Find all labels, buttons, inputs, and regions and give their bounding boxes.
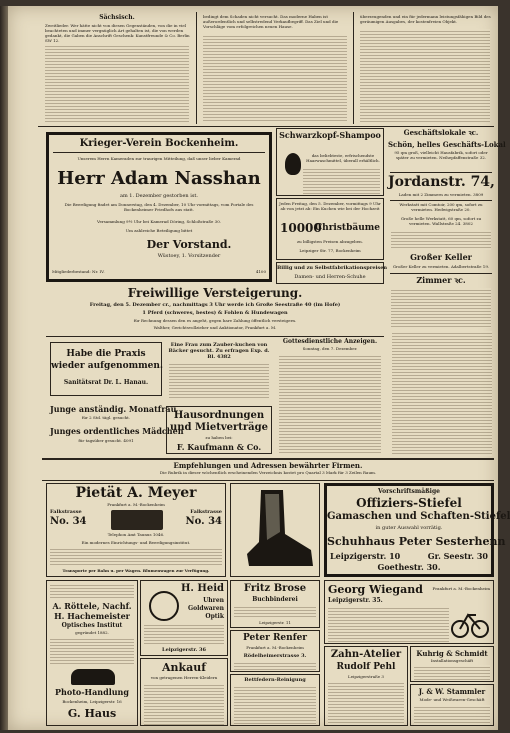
praxis-t3: Sanitätsrat Dr. L. Hanau. — [63, 379, 149, 386]
bettfedern-ad — [230, 674, 320, 726]
kuhrig-t1: Kuhrig & Schmidt — [416, 649, 488, 658]
gottesdienst-date: Sonntag, den 7. Dezember. — [302, 346, 358, 351]
hausordnung-t1: Hausordnungen — [173, 410, 265, 421]
empfehlungen-banner — [42, 461, 494, 479]
top-mid-text: bedingt dem Schaden nicht versucht. Das moderne Haben ist außerordentlich und selbstredend Verkaufbegriff. Das Ziel und die Vorschläge vom erfolgreichen neuen Hause. — [203, 14, 339, 29]
renfer-t3: Rödelheimerstrasse 3. — [243, 653, 307, 659]
gottesdienst-lines — [279, 354, 381, 454]
geschaeft-lines — [391, 230, 491, 250]
shoe-ad — [230, 483, 320, 577]
pietat-sub: Frankfurt a. M.-Bockenheim — [107, 502, 165, 507]
krieger-body2: Versammlung 9½ Uhr bei Kamerad Döring, Schloßstraße 30. — [96, 219, 222, 224]
stammler-ad — [410, 684, 494, 726]
ankauf-t1: Ankauf — [161, 661, 206, 674]
geschaeft-keller-title: Großer Keller — [410, 252, 472, 262]
banner-sub: Die Rubrik in dieser wöchentlich erscheinenden Verzeichnis kostet pro Quartal 3 Mark für 3 Zeilen Raum. — [159, 470, 377, 475]
geschaeft-title: Geschäftslokale ꝛc. — [403, 128, 479, 137]
divider — [38, 126, 494, 127]
ankauf-lines — [144, 683, 224, 725]
divider — [390, 273, 492, 274]
offiziers-l1: Vorschriftsmäßige — [378, 488, 440, 495]
goldmarkt-ad — [276, 262, 388, 284]
top-right-text-lines — [360, 29, 490, 122]
hearse-icon — [111, 510, 163, 530]
top-right-article — [357, 14, 493, 124]
schwarzkopf-ad — [276, 128, 384, 196]
roettele-photo: Photo-Handlung — [55, 687, 129, 697]
head-silhouette-icon — [285, 153, 301, 175]
kaeufer-ad — [166, 342, 272, 402]
krieger-footer-right: 4100 — [255, 269, 266, 274]
pietat-num1: No. 34 — [50, 516, 87, 527]
divider — [390, 172, 492, 173]
maedchen-t2: für 2 Std. tägl. gesucht. — [81, 415, 131, 420]
bettfedern-lines — [234, 685, 316, 725]
wiegand-lines — [328, 606, 449, 642]
zahn-t1: Zahn-Atelier — [330, 649, 402, 660]
geschaeft-jordan: Jordanstr. 74, — [388, 174, 495, 190]
christbaum-addr: Leipziger Str. 77, Bockenheim — [299, 248, 361, 253]
krieger-signed: Der Vorstand. — [146, 238, 232, 251]
divider — [196, 12, 197, 124]
pietat-col2: Falkstrasse — [190, 509, 222, 515]
zahn-t3: Leipzigerstraße 3 — [348, 674, 384, 679]
heid-t4: Optik — [205, 613, 224, 620]
offiziers-l4: in guter Auswahl vorrätig. — [375, 525, 443, 531]
roettele-t3: Optisches Institut — [61, 622, 123, 629]
heid-t2: Uhren — [203, 597, 224, 604]
pietat-num2: No. 34 — [185, 516, 222, 527]
roettele-t2: H. Hachemeister — [54, 611, 130, 621]
top-mid-text-lines — [203, 34, 347, 122]
krieger-line1: Unserem Herrn Kameraden zur traurigen Mitteilung, daß unser lieber Kamerad — [77, 156, 241, 161]
hausordnung-t3: zu haben bei: — [205, 435, 233, 440]
geschaeft-l1: Schön, helles Geschäfts-Lokal — [388, 140, 506, 149]
divider — [42, 480, 494, 481]
stammler-t2: Mode- und Weißwaren-Geschäft — [419, 697, 485, 702]
pietat-transport: Transporte per Bahn u. per Wagen. Blumenwagen zur Verfügung. — [62, 568, 210, 573]
offiziers-l3: Gamaschen und Schaften-Stiefel — [327, 511, 510, 522]
roettele-addr: Bockenheim, Leipzigerstr. 16 — [62, 699, 122, 704]
versteig-date: Freitag, den 5. Dezember cr., nachmittags 3 Uhr werde ich Große Seestraße 40 (im Hofe) — [89, 302, 341, 308]
newspaper-page — [8, 6, 510, 730]
wiegand-t2: Frankfurt a. M.-Bockenheim — [432, 586, 490, 591]
camera-icon — [71, 669, 115, 685]
christbaum-label: Christbäume — [314, 223, 380, 233]
versteig-for: für Rechnung dessen den es angeht, gegen bare Zahlung öffentlich versteigern. — [133, 318, 297, 323]
hausordnung-ad — [166, 406, 272, 454]
zimmer-lines — [391, 288, 491, 328]
stammler-lines — [414, 705, 490, 725]
wiegand-t3: Leipzigerstr. 35. — [328, 597, 383, 604]
brose-addr: Leipzigerstr. 11 — [259, 620, 291, 625]
krieger-title: Krieger-Verein Bockenheim. — [79, 138, 239, 149]
maedchen-t4: für tagsüber gesucht. 4091 — [78, 438, 134, 443]
renfer-t1: Peter Renfer — [242, 633, 308, 643]
maedchen-t3: Junges ordentliches Mädchen — [50, 426, 184, 436]
gottesdienst-title: Gottesdienstliche Anzeigen. — [282, 338, 378, 345]
schwarzkopf-lines — [303, 167, 380, 195]
divider — [42, 458, 494, 460]
zahn-ad — [324, 646, 408, 726]
pietat-tel: Telephon Amt Taunus 1046. — [107, 532, 165, 537]
roettele-head-lines — [50, 583, 134, 599]
krieger-line2: am 1. Dezember gestorben ist. — [120, 193, 198, 199]
divider — [53, 152, 265, 153]
kaeufer-lines — [169, 362, 269, 400]
boot-icon — [231, 484, 319, 576]
pietat-lines — [50, 547, 222, 565]
roettele-lines — [50, 637, 134, 665]
heid-t1: H. Heid — [180, 583, 224, 594]
bicycle-icon — [451, 605, 489, 639]
praxis-t1: Habe die Praxis — [66, 349, 146, 359]
geschaeft-werk2: Große helle Werkstatt, 60 qm, sofort zu vermieten. Wallstraße 24. 3802 — [400, 216, 482, 226]
offiziers-l2: Offiziers-Stiefel — [356, 496, 462, 510]
top-left-text-lines — [45, 44, 189, 122]
bettfedern-t1: Bettfedern-Reinigung — [244, 677, 306, 683]
krieger-sig-name: Wüstoey, 1. Vorsitzender — [157, 253, 221, 259]
schwarzkopf-title: Schwarzkopf-Shampoo — [279, 130, 381, 140]
christbaum-sub: zu billigsten Preisen abzugeben. — [297, 239, 363, 244]
geschaeft-l2: 95 qm groß, vielleicht Hausfabrik, sofort oder später zu vermieten. Neihepfaffenstraße 32. — [394, 150, 488, 160]
roettele-t4: gegründet 1882. — [75, 630, 109, 635]
christbaum-big-number: 10000 — [280, 221, 322, 235]
renfer-lines — [234, 661, 316, 671]
pietat-ad — [46, 483, 226, 577]
kuhrig-ad — [410, 646, 494, 682]
brose-ad — [230, 580, 320, 628]
divider — [390, 200, 492, 201]
geschaeft-jordan-sub: Laden mit 2 Zimmern zu vermieten. 3809 — [398, 192, 484, 197]
top-mid-article — [200, 14, 350, 124]
pietat-text: Ein modernes Einrichtungs- und Beerdigungsinstitut. — [81, 540, 191, 545]
roettele-ad — [46, 580, 138, 726]
heid-t3: Goldwaren — [188, 605, 224, 612]
geschaeft-keller: Großer Keller zu vermieten. Adalbertstraße 19. — [392, 264, 490, 269]
brose-lines — [234, 605, 316, 619]
divider — [353, 12, 354, 124]
geschaeft-werk1: Werkstatt mit Comtoir, 200 qm, sofort zu vermieten. Hedwigstraße 20. — [399, 202, 483, 212]
krieger-name: Herr Adam Nasshan — [57, 168, 261, 189]
banner-title: Empfehlungen und Adressen bewährter Firmen. — [173, 461, 363, 470]
roettele-t1: A. Röttele, Nachf. — [52, 601, 132, 611]
wiegand-t1: Georg Wiegand — [328, 583, 423, 596]
bestes-haus-text: Jeden Freitag, den 5. Dezember, vormittags 9 Uhr ab von jetzt ab: Ein Kuchen wie bei der Hochzeit — [279, 201, 381, 211]
kaeufer-text: Eine Frau zum Zauber-kuchen von Bäcker gesucht. Zu erfragen Exp. d. Bl. 4382 — [168, 342, 270, 360]
praxis-notice — [50, 342, 162, 396]
ankauf-ad — [140, 658, 228, 726]
zimmer-listing-lines — [392, 331, 492, 456]
pietat-title: Pietät A. Meyer — [75, 485, 197, 501]
roettele-owner: G. Haus — [67, 707, 117, 720]
geschaeftslokale-column — [388, 128, 506, 328]
zahn-t2: Rudolf Pehl — [336, 662, 396, 672]
krieger-attire: Um zahlreiche Beteiligung bittet — [125, 228, 193, 233]
kuhrig-lines — [414, 665, 490, 681]
maedchen-t1: Junge anständig. Monatfrau — [50, 404, 177, 414]
ankauf-t2: von getragenen Herren-Kleidern — [150, 675, 218, 680]
versteig-items: 1 Pferd (schweres, bestes) & Fohlen & Hundewagen — [142, 310, 288, 316]
goldmarkt-sub: Damen- und Herren-Schuhe — [294, 274, 366, 280]
offiziers-addr2: Gr. Seestr. 30 — [427, 551, 488, 561]
gottesdienst-column — [276, 288, 384, 456]
renfer-ad — [230, 630, 320, 672]
praxis-t2: wieder aufgenommen. — [51, 361, 164, 371]
stammler-t1: J. & W. Stammler — [418, 687, 486, 696]
krieger-body: Die Beerdigung findet am Donnerstag, den 4. Dezember, 10 Uhr vormittags, vom Portale des Bockenheimer Friedhofs aus statt. — [64, 202, 254, 212]
brose-t1: Fritz Brose — [243, 583, 307, 594]
kuhrig-t2: Installationsgeschäft — [430, 658, 474, 663]
top-right-text: überzeugenden und ein für jedermann leistungsfähigen Bild des geräumigen Ausgabes, der kostenfreien Objekt. — [360, 14, 491, 24]
krieger-verein-notice — [46, 132, 272, 282]
christbaum-ad — [276, 198, 384, 260]
offiziers-stiefel-ad — [324, 483, 510, 577]
hausordnung-t2: und Mietverträge — [169, 422, 269, 433]
zahn-lines — [328, 681, 404, 725]
offiziers-addr1: Leipzigerstr. 10 — [330, 551, 401, 561]
maedchen-ads — [50, 404, 184, 456]
renfer-t2: Frankfurt a. M.-Bockenheim — [246, 645, 304, 650]
pietat-col1: Falkstrasse — [50, 509, 82, 515]
heid-lines — [144, 623, 224, 645]
versteig-who: Walther, Gerichtsvollzieher und Auktionator, Frankfurt a. M. — [153, 325, 277, 330]
wiegand-ad — [324, 580, 494, 644]
top-left-title: Sächsisch. — [99, 14, 135, 21]
hausordnung-t4: F. Kaufmann & Co. — [176, 442, 262, 452]
krieger-footer-left: Mitgliederbestand: Nr. IV. — [52, 269, 105, 274]
top-left-article — [42, 14, 192, 124]
heid-addr: Leipzigerstr. 36 — [162, 647, 206, 653]
goldmarkt-title: Billig und zu Selbstfabrikationspreisen — [277, 265, 388, 271]
offiziers-addr3: Goethestr. 30. — [377, 562, 441, 572]
heid-ad — [140, 580, 228, 656]
schwarzkopf-text: das beliebteste, erfrischendste Haarwaschmittel, überall erhältlich. — [306, 153, 380, 163]
zimmer-title: Zimmer ꝛc. — [416, 275, 466, 285]
versteig-title: Freiwillige Versteigerung. — [127, 286, 303, 300]
top-left-text: Zweitlieder. Wer hätte nicht von diesen Gegenständen, von die in viel beachteten und immer vergnüglich Art gehalten ist, die von werden gedankt, die Gaben die Anschrift Geschenk: Kunstfreunde & Co. Berlin SW 12. — [45, 23, 190, 43]
brose-t2: Buchbinderei — [252, 596, 298, 603]
offiziers-firm: Schuhhaus Peter Sesterhenn — [327, 535, 506, 548]
